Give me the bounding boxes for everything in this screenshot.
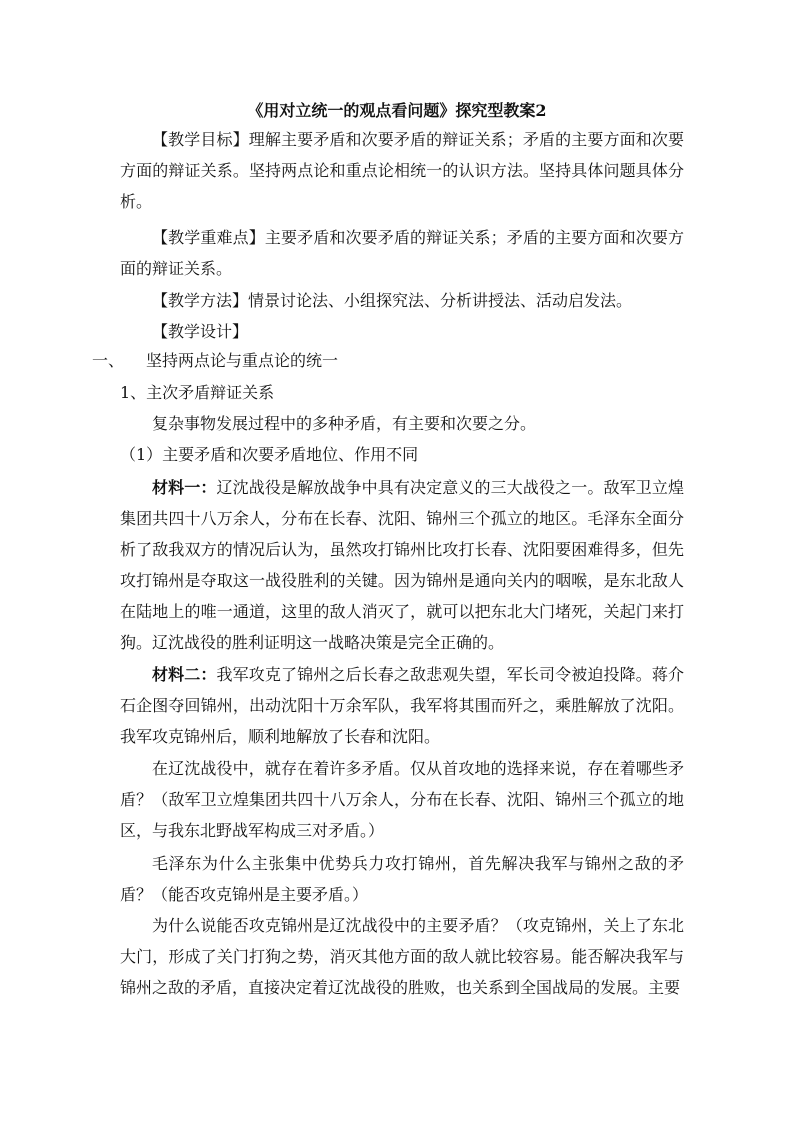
teaching-methods-label: 【教学方法】 bbox=[152, 291, 249, 310]
point-one-heading: （1）主要矛盾和次要矛盾地位、作用不同 bbox=[120, 445, 419, 464]
material-one-text: 辽沈战役是解放战争中具有决定意义的三大战役之一。敌军卫立煌集团共四十八万余人，分布在长春、沈阳、锦州三个孤立的地区。毛泽东全面分析了敌我双方的情况后认为，虽然攻打锦州比攻打长春、沈阳要困难得多，但先攻打锦州是夺取这一战役胜利的关键。因为锦州是通向关内的咽喉，是东北敌人在陆地上的唯一通道，这里的敌人消灭了，就可以把东北大门堵死，关起门来打狗。辽沈战役的胜利证明这一战略决策是完全正确的。 bbox=[120, 478, 684, 652]
key-points-paragraph bbox=[120, 222, 684, 284]
teaching-design-heading: 【教学设计】 bbox=[152, 322, 249, 341]
material-two-paragraph bbox=[120, 659, 684, 752]
key-points-label: 【教学重难点】 bbox=[152, 228, 265, 247]
material-two-text: 我军攻克了锦州之后长春之敌悲观失望，军长司令被迫投降。蒋介石企图夺回锦州，出动沈阳十万余军队，我军将其围而歼之，乘胜解放了沈阳。我军攻克锦州后，顺利地解放了长春和沈阳。 bbox=[120, 665, 684, 746]
material-two-label: 材料二： bbox=[152, 665, 217, 684]
teaching-objectives-text: 理解主要矛盾和次要矛盾的辩证关系；矛盾的主要方面和次要方面的辩证关系。坚持两点论和重点论相统一的认识方法。坚持具体问题具体分析。 bbox=[120, 130, 684, 211]
document-title: 《用对立统一的观点看问题》探究型教案2 bbox=[247, 101, 547, 120]
key-points-text: 主要矛盾和次要矛盾的辩证关系；矛盾的主要方面和次要方面的辩证关系。 bbox=[120, 228, 684, 278]
teaching-objectives-paragraph bbox=[120, 124, 684, 217]
question-two-paragraph: 毛泽东为什么主张集中优势兵力攻打锦州，首先解决我军与锦州之敌的矛盾？（能否攻克锦州是主要矛盾。） bbox=[120, 854, 684, 904]
teaching-objectives-label: 【教学目标】 bbox=[152, 130, 249, 149]
material-one-paragraph bbox=[120, 472, 684, 658]
material-one-label: 材料一： bbox=[152, 478, 217, 497]
section-one-title: 坚持两点论与重点论的统一 bbox=[146, 351, 339, 370]
intro-paragraph: 复杂事物发展过程中的多种矛盾，有主要和次要之分。 bbox=[152, 414, 537, 433]
question-three-paragraph: 为什么说能否攻克锦州是辽沈战役中的主要矛盾？（攻克锦州，关上了东北大门，形成了关门打狗之势，消灭其他方面的敌人就比较容易。能否解决我军与锦州之敌的矛盾，直接决定着辽沈战役的胜败，也关系到全国战局的发展。主要 bbox=[120, 916, 684, 997]
section-one-number: 一、 bbox=[92, 351, 125, 370]
question-one-paragraph: 在辽沈战役中，就存在着许多矛盾。仅从首攻地的选择来说，存在着哪些矛盾？（敌军卫立煌集团共四十八万余人，分布在长春、沈阳、锦州三个孤立的地区，与我东北野战军构成三对矛盾。） bbox=[120, 759, 684, 840]
subsection-one-heading: 1、主次矛盾辩证关系 bbox=[120, 383, 275, 402]
teaching-methods-paragraph bbox=[120, 285, 684, 316]
teaching-methods-text: 情景讨论法、小组探究法、分析讲授法、活动启发法。 bbox=[248, 291, 633, 310]
